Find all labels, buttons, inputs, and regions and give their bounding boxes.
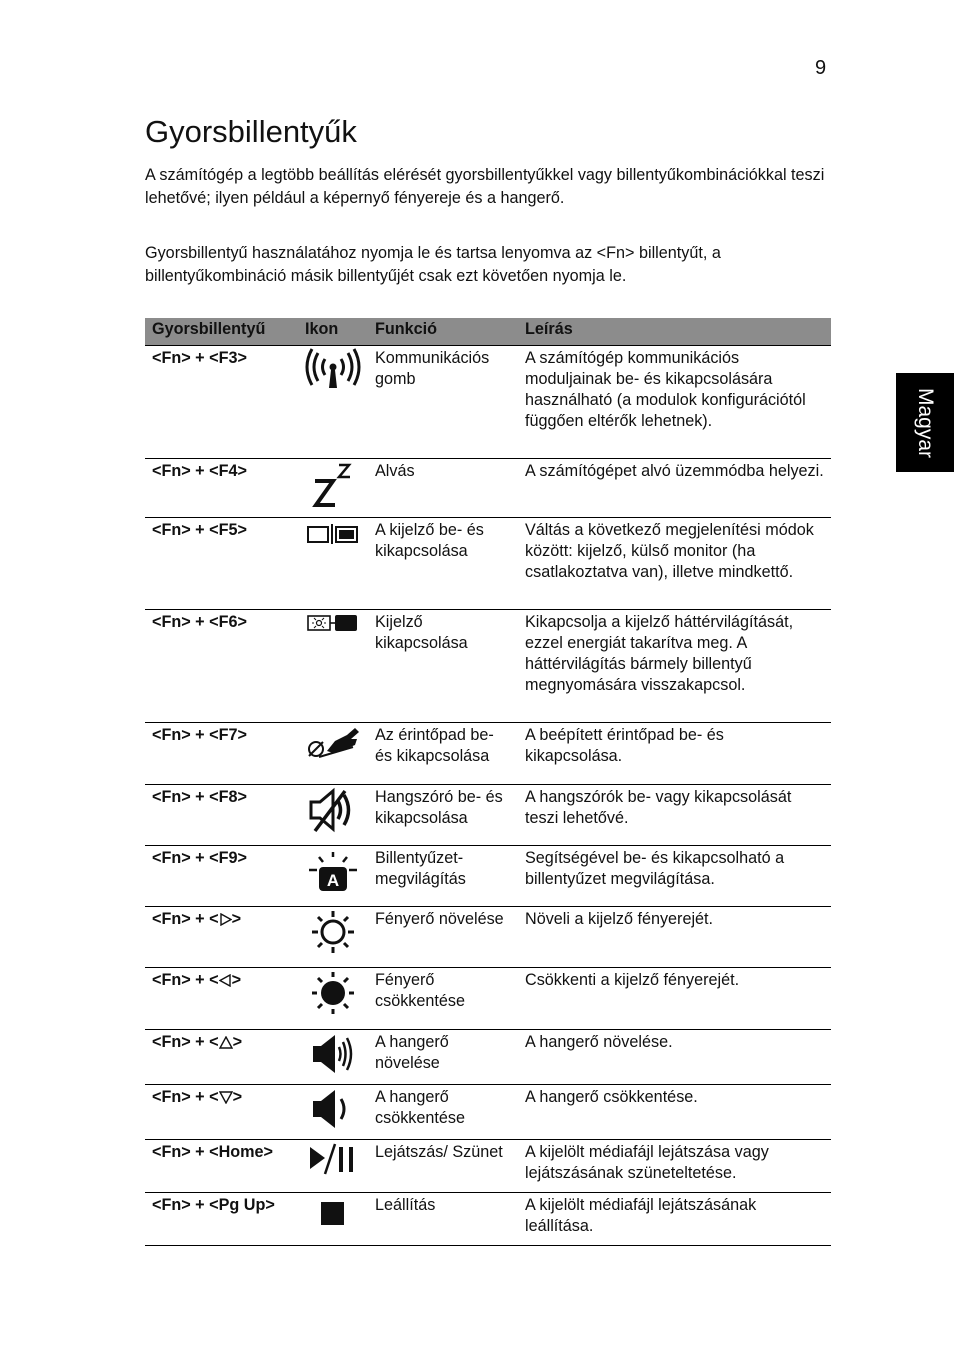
function-name: A hangerő növelése — [368, 1030, 518, 1085]
header-hotkey: Gyorsbillentyű — [145, 318, 298, 346]
hotkey-prefix: <Fn> + < — [152, 1088, 219, 1106]
table-row — [145, 1193, 831, 1246]
function-name: Hangszóró be- és kikapcsolása — [368, 785, 518, 846]
hotkey: <Fn> + <F6> — [145, 610, 298, 723]
description: A kijelölt médiafájl lejátszása vagy lejátszásának szüneteltetése. — [518, 1140, 831, 1193]
language-side-tab — [896, 373, 954, 472]
description: A számítógép kommunikációs moduljainak be- és kikapcsolására használható (a modulok konfigurációtól függően eltérők lehetnek). — [518, 346, 831, 459]
table-row — [145, 518, 831, 610]
function-name: Kijelző kikapcsolása — [368, 610, 518, 723]
volume-down-icon — [305, 1087, 362, 1131]
display-off-icon — [305, 612, 362, 634]
function-name: A hangerő csökkentése — [368, 1085, 518, 1140]
hotkey-prefix: <Fn> + < — [152, 971, 219, 989]
description: Segítségével be- és kikapcsolható a billentyűzet megvilágítása. — [518, 846, 831, 907]
page-title: Gyorsbillentyűk — [145, 114, 357, 149]
description: A hangszórók be- vagy kikapcsolását teszi lehetővé. — [518, 785, 831, 846]
table-row — [145, 968, 831, 1030]
description: A hangerő csökkentése. — [518, 1085, 831, 1140]
description: Csökkenti a kijelző fényerejét. — [518, 968, 831, 1030]
table-row — [145, 346, 831, 459]
page-number: 9 — [815, 57, 827, 79]
description: A hangerő növelése. — [518, 1030, 831, 1085]
table-row — [145, 1085, 831, 1140]
speaker-mute-icon — [305, 787, 362, 833]
hotkey-suffix: > — [232, 1033, 243, 1051]
keyboard-backlight-icon — [305, 848, 362, 894]
table-row — [145, 610, 831, 723]
intro-paragraph-1: A számítógép a legtöbb beállítás elérését gyorsbillentyűkkel vagy billentyűkombinációkkal teszi lehetővé; ilyen például a képernyő fényereje és a hangerő. — [145, 166, 825, 207]
hotkey — [145, 1030, 298, 1085]
hotkey — [145, 907, 298, 968]
hotkey: <Fn> + <F3> — [145, 346, 298, 459]
up-arrow-icon — [219, 1036, 233, 1049]
table-row — [145, 846, 831, 907]
hotkey — [145, 968, 298, 1030]
description: A számítógépet alvó üzemmódba helyezi. — [518, 459, 831, 518]
hotkey: <Fn> + <F8> — [145, 785, 298, 846]
wireless-communication-icon — [305, 348, 362, 392]
function-name: Fényerő növelése — [368, 907, 518, 968]
hotkey: <Fn> + <F5> — [145, 518, 298, 610]
hotkey: <Fn> + <F4> — [145, 459, 298, 518]
hotkey-suffix: > — [231, 971, 242, 989]
hotkey — [145, 1085, 298, 1140]
table-row — [145, 1030, 831, 1085]
side-tab-label: Magyar — [914, 387, 937, 458]
function-name: Lejátszás/ Szünet — [368, 1140, 518, 1193]
description: Váltás a következő megjelenítési módok között: kijelző, külső monitor (ha csatlakoztatva van), illetve mindkettő. — [518, 518, 831, 610]
table-row — [145, 785, 831, 846]
play-pause-icon — [305, 1142, 362, 1176]
function-name: Az érintőpad be- és kikapcsolása — [368, 723, 518, 785]
down-arrow-icon — [219, 1091, 233, 1104]
table-row — [145, 907, 831, 968]
table-row — [145, 459, 831, 518]
hotkey: <Fn> + <F7> — [145, 723, 298, 785]
table-row — [145, 723, 831, 785]
function-name: Alvás — [368, 459, 518, 518]
svg-text:A: A — [326, 871, 340, 890]
hotkey: <Fn> + <Home> — [145, 1140, 298, 1193]
left-arrow-icon — [219, 974, 232, 987]
header-description: Leírás — [518, 318, 831, 346]
hotkey-prefix: <Fn> + < — [152, 910, 219, 928]
brightness-up-icon — [305, 909, 362, 955]
hotkey: <Fn> + <F9> — [145, 846, 298, 907]
hotkey-suffix: > — [231, 910, 242, 928]
hotkey-prefix: <Fn> + < — [152, 1033, 219, 1051]
hotkey: <Fn> + <Pg Up> — [145, 1193, 298, 1246]
sleep-icon — [305, 461, 362, 509]
description: A beépített érintőpad be- és kikapcsolása. — [518, 723, 831, 785]
function-name: Leállítás — [368, 1193, 518, 1246]
table-header-row — [145, 318, 831, 346]
function-name: Fényerő csökkentése — [368, 968, 518, 1030]
header-function: Funkció — [368, 318, 518, 346]
touchpad-toggle-icon — [305, 725, 362, 761]
display-toggle-icon — [305, 520, 362, 546]
function-name: Kommunikációs gomb — [368, 346, 518, 459]
hotkeys-table — [145, 318, 831, 1246]
intro-paragraph-2: Gyorsbillentyű használatához nyomja le és tartsa lenyomva az <Fn> billentyűt, a billentyűkombináció másik billentyűjét csak ezt követően nyomja le. — [145, 244, 721, 285]
hotkey-suffix: > — [232, 1088, 243, 1106]
description: Növeli a kijelző fényerejét. — [518, 907, 831, 968]
description: Kikapcsolja a kijelző háttérvilágítását, ezzel energiát takarítva meg. A háttérvilágítás bármely billentyű megnyomására visszakapcsol. — [518, 610, 831, 723]
table-row — [145, 1140, 831, 1193]
right-arrow-icon — [219, 913, 232, 926]
brightness-down-icon — [305, 970, 362, 1016]
function-name: Billentyűzet-megvilágítás — [368, 846, 518, 907]
volume-up-icon — [305, 1032, 362, 1076]
stop-icon — [305, 1195, 362, 1227]
function-name: A kijelző be- és kikapcsolása — [368, 518, 518, 610]
description: A kijelölt médiafájl lejátszásának leállítása. — [518, 1193, 831, 1246]
header-icon: Ikon — [298, 318, 368, 346]
